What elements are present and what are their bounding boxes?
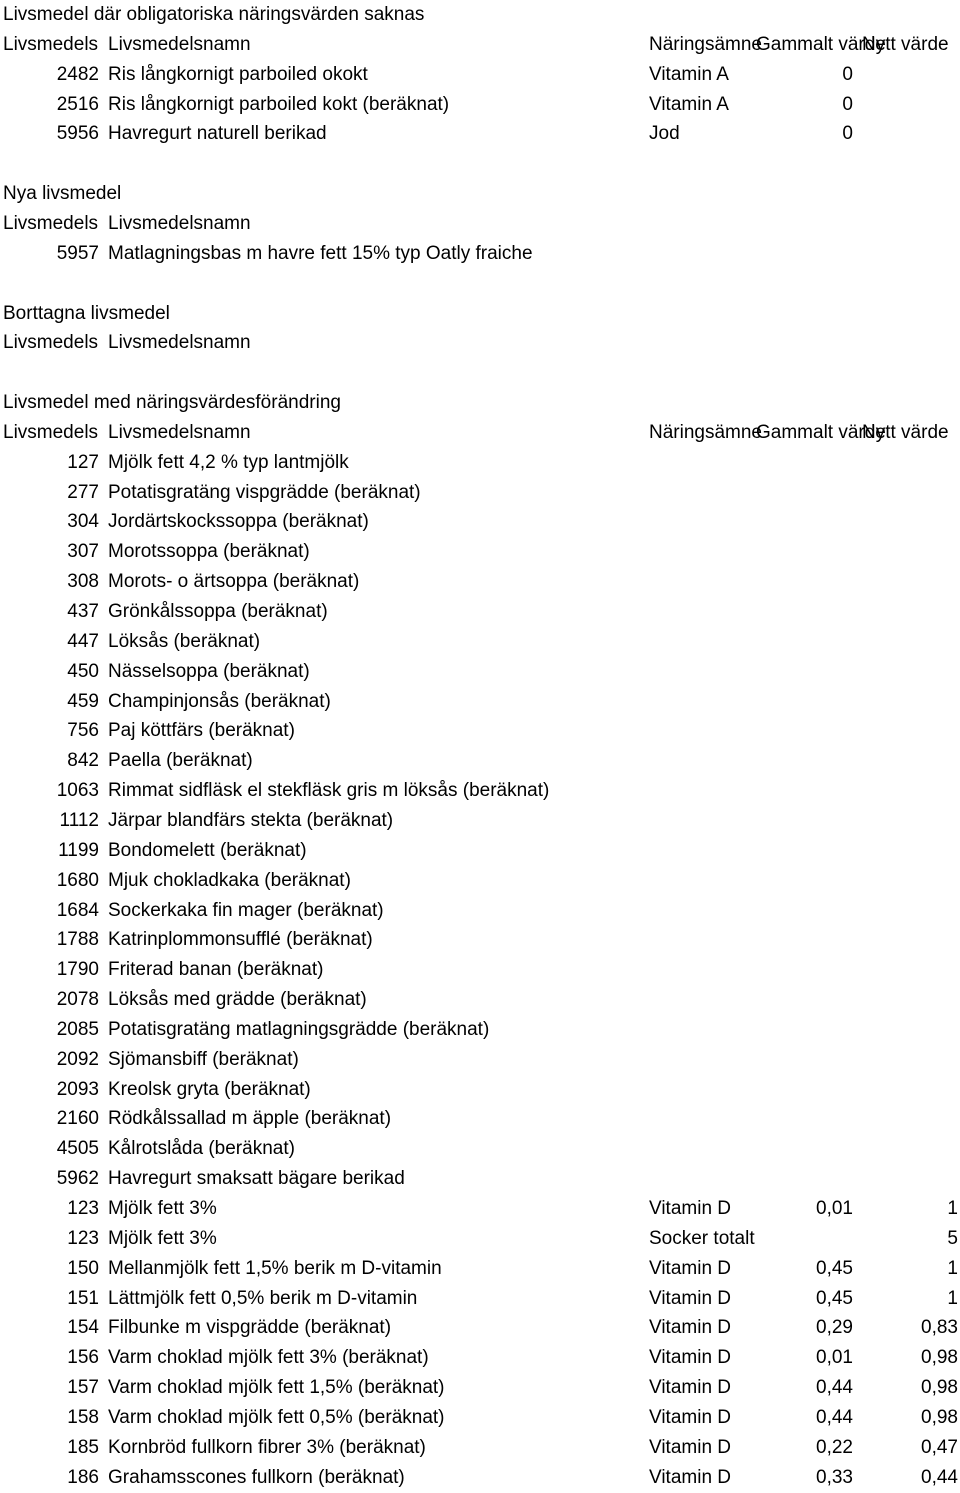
table-row	[0, 627, 960, 657]
table-row	[0, 1104, 960, 1134]
header-naringsamne: Näringsämne	[649, 421, 762, 443]
food-name-cell: Havregurt naturell berikad	[108, 123, 327, 145]
table-row	[0, 955, 960, 985]
header-livsmedelsnummer: Livsmedels	[3, 33, 99, 55]
table-row	[0, 866, 960, 896]
nutrient-cell: Vitamin D	[649, 1317, 732, 1339]
food-name-cell: Paj köttfärs (beräknat)	[108, 720, 295, 742]
new-value-cell: 0,83	[921, 1317, 958, 1339]
old-value-cell: 0,45	[816, 1257, 853, 1279]
food-number-cell: 185	[67, 1436, 99, 1458]
food-number-cell: 157	[67, 1377, 99, 1399]
section-title: Borttagna livsmedel	[3, 302, 170, 324]
new-value-cell: 0,98	[921, 1347, 958, 1369]
food-number-cell: 150	[67, 1257, 99, 1279]
food-number-cell: 1680	[56, 869, 99, 891]
table-row	[0, 836, 960, 866]
food-number-cell: 158	[67, 1406, 99, 1428]
new-value-cell: 0,98	[921, 1406, 958, 1428]
food-number-cell: 2516	[56, 93, 99, 115]
food-number-cell: 154	[67, 1317, 99, 1339]
food-name-cell: Havregurt smaksatt bägare berikad	[108, 1168, 405, 1190]
food-name-cell: Mjölk fett 4,2 % typ lantmjölk	[108, 451, 349, 473]
table-row	[0, 119, 960, 149]
nutrient-cell: Vitamin D	[649, 1287, 732, 1309]
food-number-cell: 2482	[56, 63, 99, 85]
food-number-cell: 4505	[56, 1138, 99, 1160]
food-number-cell: 2093	[56, 1078, 99, 1100]
section-title-row	[0, 388, 960, 418]
food-number-cell: 123	[67, 1227, 99, 1249]
old-value-cell: 0,33	[816, 1466, 853, 1488]
table-row	[0, 537, 960, 567]
food-number-cell: 5962	[56, 1168, 99, 1190]
food-name-cell: Friterad banan (beräknat)	[108, 959, 324, 981]
new-value-cell: 0,44	[921, 1466, 958, 1488]
header-livsmedelsnummer: Livsmedels	[3, 212, 99, 234]
food-name-cell: Filbunke m vispgrädde (beräknat)	[108, 1317, 392, 1339]
header-gammalt-varde: Gammalt värde	[756, 33, 886, 55]
food-number-cell: 1063	[56, 780, 99, 802]
food-name-cell: Grönkålssoppa (beräknat)	[108, 601, 328, 622]
food-number-cell: 156	[67, 1347, 99, 1369]
column-header-row	[0, 418, 960, 448]
table-row	[0, 597, 960, 627]
header-livsmedelsnamn: Livsmedelsnamn	[108, 33, 251, 55]
food-name-cell: Kreolsk gryta (beräknat)	[108, 1078, 311, 1100]
table-row	[0, 716, 960, 746]
food-name-cell: Paella (beräknat)	[108, 750, 253, 772]
food-number-cell: 151	[67, 1287, 99, 1309]
food-number-cell: 2085	[56, 1018, 99, 1040]
old-value-cell: 0	[842, 93, 853, 115]
nutrient-cell: Vitamin D	[649, 1198, 732, 1219]
header-livsmedelsnummer: Livsmedels	[3, 421, 99, 443]
nutrient-cell: Vitamin A	[649, 93, 729, 115]
section-title: Livsmedel med näringsvärdesförändring	[3, 392, 341, 414]
table-row	[0, 657, 960, 687]
food-number-cell: 1199	[58, 839, 99, 861]
old-value-cell: 0,45	[816, 1287, 853, 1309]
section-title-row	[0, 0, 960, 30]
food-number-cell: 127	[67, 451, 99, 473]
table-row	[0, 1343, 960, 1373]
header-livsmedelsnamn: Livsmedelsnamn	[108, 212, 251, 234]
food-number-cell: 450	[67, 660, 99, 682]
food-name-cell: Sockerkaka fin mager (beräknat)	[108, 899, 384, 921]
food-name-cell: Löksås (beräknat)	[108, 630, 261, 652]
old-value-cell: 0	[842, 123, 853, 145]
section-title-row	[0, 179, 960, 209]
food-name-cell: Bondomelett (beräknat)	[108, 839, 307, 861]
header-livsmedelsnamn: Livsmedelsnamn	[108, 421, 251, 443]
table-row	[0, 1463, 960, 1493]
food-name-cell: Sjömansbiff (beräknat)	[108, 1048, 299, 1070]
nutrient-cell: Vitamin A	[649, 63, 729, 85]
table-row	[0, 239, 960, 269]
food-name-cell: Kålrotslåda (beräknat)	[108, 1138, 295, 1160]
table-row	[0, 806, 960, 836]
table-row	[0, 1403, 960, 1433]
table-row	[0, 687, 960, 717]
food-number-cell: 277	[67, 481, 99, 503]
food-name-cell: Potatisgratäng matlagningsgrädde (beräknat)	[108, 1018, 490, 1040]
table-row	[0, 60, 960, 90]
food-name-cell: Potatisgratäng vispgrädde (beräknat)	[108, 481, 421, 503]
old-value-cell: 0,44	[816, 1377, 853, 1399]
food-number-cell: 123	[67, 1198, 99, 1219]
nutrient-cell: Vitamin D	[649, 1257, 732, 1279]
food-number-cell: 186	[67, 1466, 99, 1488]
food-number-cell: 459	[67, 690, 99, 712]
food-number-cell: 5956	[56, 123, 99, 145]
new-value-cell: 1	[947, 1198, 958, 1219]
new-value-cell: 0,98	[921, 1377, 958, 1399]
table-row	[0, 1134, 960, 1164]
nutrient-cell: Vitamin D	[649, 1377, 732, 1399]
food-number-cell: 2078	[56, 989, 99, 1011]
food-name-cell: Mellanmjölk fett 1,5% berik m D-vitamin	[108, 1257, 442, 1279]
food-number-cell: 447	[67, 630, 99, 652]
table-row	[0, 896, 960, 926]
table-row	[0, 1433, 960, 1463]
food-name-cell: Matlagningsbas m havre fett 15% typ Oatly fraiche	[108, 242, 533, 264]
food-name-cell: Mjuk chokladkaka (beräknat)	[108, 869, 351, 891]
food-name-cell: Champinjonsås (beräknat)	[108, 690, 331, 712]
table-row	[0, 1164, 960, 1194]
food-name-cell: Mjölk fett 3%	[108, 1227, 217, 1249]
food-name-cell: Lättmjölk fett 0,5% berik m D-vitamin	[108, 1287, 418, 1309]
new-value-cell: 0,47	[921, 1436, 958, 1458]
food-number-cell: 1788	[56, 929, 99, 951]
food-name-cell: Morotssoppa (beräknat)	[108, 541, 310, 563]
table-row	[0, 1373, 960, 1403]
food-number-cell: 1790	[56, 959, 99, 981]
food-name-cell: Varm choklad mjölk fett 3% (beräknat)	[108, 1347, 429, 1369]
food-number-cell: 842	[67, 750, 99, 772]
table-row	[0, 1075, 960, 1105]
food-number-cell: 437	[67, 601, 99, 622]
table-row	[0, 507, 960, 537]
food-name-cell: Kornbröd fullkorn fibrer 3% (beräknat)	[108, 1436, 426, 1458]
section-title-row	[0, 299, 960, 329]
nutrient-cell: Vitamin D	[649, 1466, 732, 1488]
food-name-cell: Nässelsoppa (beräknat)	[108, 660, 310, 682]
column-header-row	[0, 328, 960, 358]
header-gammalt-varde: Gammalt värde	[756, 421, 886, 443]
food-name-cell: Ris långkornigt parboiled okokt	[108, 63, 368, 85]
old-value-cell: 0,44	[816, 1406, 853, 1428]
table-row	[0, 1313, 960, 1343]
food-name-cell: Varm choklad mjölk fett 1,5% (beräknat)	[108, 1377, 445, 1399]
nutrient-cell: Vitamin D	[649, 1436, 732, 1458]
table-row	[0, 1045, 960, 1075]
table-row	[0, 746, 960, 776]
food-number-cell: 1684	[56, 899, 99, 921]
header-naringsamne: Näringsämne	[649, 33, 762, 55]
old-value-cell: 0	[842, 63, 853, 85]
new-value-cell: 1	[947, 1287, 958, 1309]
food-name-cell: Löksås med grädde (beräknat)	[108, 989, 367, 1011]
nutrient-cell: Socker totalt	[649, 1227, 755, 1249]
new-value-cell: 1	[947, 1257, 958, 1279]
food-number-cell: 5957	[56, 242, 99, 264]
food-name-cell: Ris långkornigt parboiled kokt (beräknat)	[108, 93, 450, 115]
old-value-cell: 0,01	[816, 1347, 853, 1369]
food-name-cell: Katrinplommonsufflé (beräknat)	[108, 929, 373, 951]
food-name-cell: Varm choklad mjölk fett 0,5% (beräknat)	[108, 1406, 445, 1428]
nutrient-cell: Jod	[649, 123, 680, 145]
food-name-cell: Rödkålssallad m äpple (beräknat)	[108, 1108, 392, 1130]
column-header-row	[0, 30, 960, 60]
nutrient-cell: Vitamin D	[649, 1347, 732, 1369]
table-row	[0, 1284, 960, 1314]
section-title: Livsmedel där obligatoriska näringsvärden saknas	[3, 4, 425, 25]
header-livsmedelsnummer: Livsmedels	[3, 332, 99, 354]
old-value-cell: 0,29	[816, 1317, 853, 1339]
food-name-cell: Järpar blandfärs stekta (beräknat)	[108, 809, 394, 831]
food-number-cell: 756	[67, 720, 99, 742]
table-row	[0, 478, 960, 508]
food-number-cell: 2160	[56, 1108, 99, 1130]
food-name-cell: Grahamsscones fullkorn (beräknat)	[108, 1466, 405, 1488]
header-livsmedelsnamn: Livsmedelsnamn	[108, 332, 251, 354]
food-number-cell: 304	[67, 511, 99, 533]
table-row	[0, 776, 960, 806]
header-nytt-varde: Nytt värde	[862, 33, 949, 55]
table-row	[0, 1194, 960, 1224]
table-row	[0, 567, 960, 597]
nutrient-cell: Vitamin D	[649, 1406, 732, 1428]
table-row	[0, 1015, 960, 1045]
food-name-cell: Mjölk fett 3%	[108, 1198, 217, 1219]
food-number-cell: 1112	[59, 809, 99, 831]
section-title: Nya livsmedel	[3, 183, 122, 205]
old-value-cell: 0,22	[816, 1436, 853, 1458]
table-row	[0, 1224, 960, 1254]
table-row	[0, 985, 960, 1015]
food-number-cell: 2092	[56, 1048, 99, 1070]
column-header-row	[0, 209, 960, 239]
new-value-cell: 5	[947, 1227, 958, 1249]
food-name-cell: Rimmat sidfläsk el stekfläsk gris m löksås (beräknat)	[108, 780, 550, 802]
table-row	[0, 448, 960, 478]
table-row	[0, 90, 960, 120]
table-row	[0, 925, 960, 955]
old-value-cell: 0,01	[816, 1198, 853, 1219]
food-number-cell: 307	[67, 541, 99, 563]
header-nytt-varde: Nytt värde	[862, 421, 949, 443]
food-name-cell: Jordärtskockssoppa (beräknat)	[108, 511, 369, 533]
table-row	[0, 1254, 960, 1284]
food-number-cell: 308	[67, 571, 99, 593]
food-name-cell: Morots- o ärtsoppa (beräknat)	[108, 571, 360, 593]
